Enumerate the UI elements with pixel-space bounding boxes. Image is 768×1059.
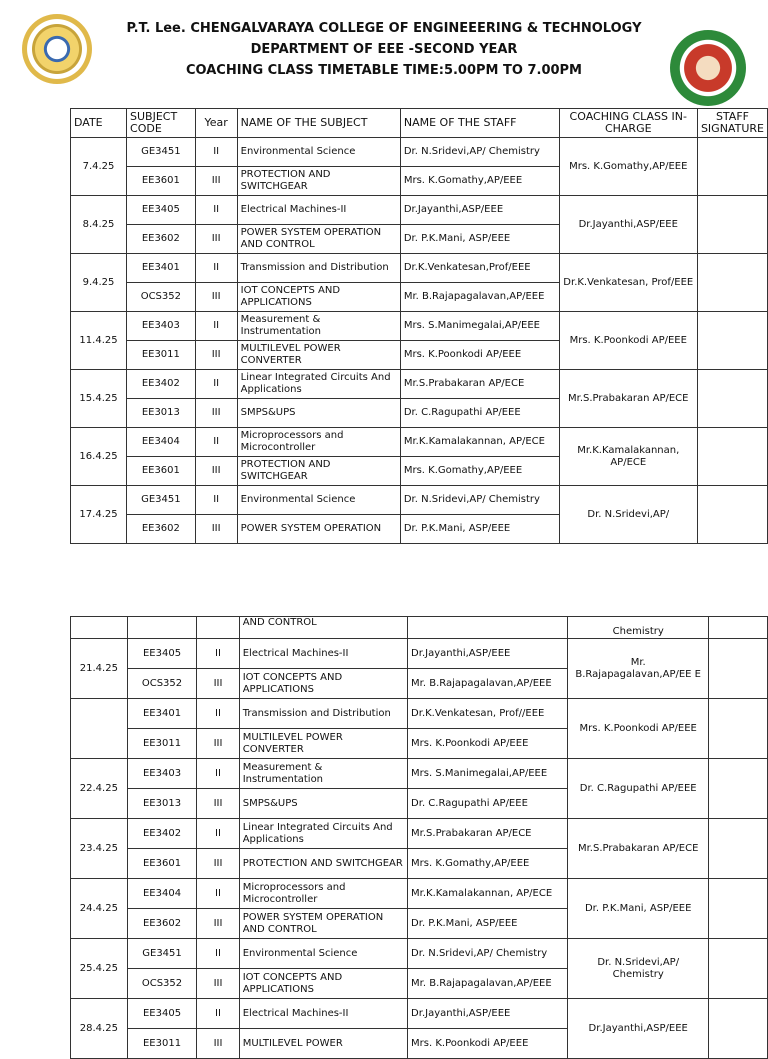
date-cell: 25.4.25 bbox=[71, 939, 128, 999]
subject-name-cell: PROTECTION AND SWITCHGEAR bbox=[239, 849, 407, 879]
subject-code-cell: EE3011 bbox=[127, 1029, 197, 1059]
staff-name-cell: Mr. B.Rajapagalavan,AP/EEE bbox=[408, 669, 568, 699]
date-cell: 21.4.25 bbox=[71, 639, 128, 699]
incharge-cell: Mrs. K.Poonkodi AP/EEE bbox=[559, 312, 697, 370]
subject-name-cell: POWER SYSTEM OPERATION bbox=[237, 515, 400, 544]
staff-name-cell: Dr.Jayanthi,ASP/EEE bbox=[408, 639, 568, 669]
signature-cell bbox=[709, 699, 768, 759]
subject-name-cell: Environmental Science bbox=[239, 939, 407, 969]
date-cell: 24.4.25 bbox=[71, 879, 128, 939]
signature-cell bbox=[697, 312, 767, 370]
subject-code-cell: EE3402 bbox=[127, 819, 197, 849]
year-cell: II bbox=[197, 939, 239, 969]
signature-cell bbox=[709, 819, 768, 879]
subject-code-cell: EE3602 bbox=[127, 225, 196, 254]
signature-cell bbox=[697, 196, 767, 254]
signature-cell bbox=[697, 428, 767, 486]
signature-cell bbox=[697, 138, 767, 196]
staff-name-cell: Dr.Jayanthi,ASP/EEE bbox=[400, 196, 559, 225]
date-cell: 15.4.25 bbox=[71, 370, 127, 428]
date-cell: 8.4.25 bbox=[71, 196, 127, 254]
staff-name-cell: Dr. N.Sridevi,AP/ Chemistry bbox=[400, 138, 559, 167]
incharge-cell: Mrs. K.Gomathy,AP/EEE bbox=[559, 138, 697, 196]
subject-name-cell: IOT CONCEPTS AND APPLICATIONS bbox=[239, 669, 407, 699]
staff-name-cell: Mrs. S.Manimegalai,AP/EEE bbox=[400, 312, 559, 341]
staff-name-cell: Dr. N.Sridevi,AP/ Chemistry bbox=[408, 939, 568, 969]
subject-name-cell: Linear Integrated Circuits And Applications bbox=[239, 819, 407, 849]
subject-code-cell: EE3601 bbox=[127, 849, 197, 879]
subject-name-cell: Electrical Machines-II bbox=[237, 196, 400, 225]
year-cell: III bbox=[197, 669, 239, 699]
subject-code-cell: EE3402 bbox=[127, 370, 196, 399]
incharge-cell: Dr. C.Ragupathi AP/EEE bbox=[568, 759, 709, 819]
staff-name-cell: Mrs. K.Poonkodi AP/EEE bbox=[408, 729, 568, 759]
year-cell: III bbox=[195, 515, 237, 544]
subject-name-cell: MULTILEVEL POWER CONVERTER bbox=[239, 729, 407, 759]
year-cell: II bbox=[197, 639, 239, 669]
subject-name-cell: POWER SYSTEM OPERATION AND CONTROL bbox=[237, 225, 400, 254]
subject-code-cell: OCS352 bbox=[127, 283, 196, 312]
year-cell: II bbox=[197, 999, 239, 1029]
subject-code-cell: GE3451 bbox=[127, 138, 196, 167]
year-cell: III bbox=[197, 729, 239, 759]
table-row bbox=[71, 819, 768, 849]
incharge-cell: Mr. B.Rajapagalavan,AP/EE E bbox=[568, 639, 709, 699]
signature-cell bbox=[709, 759, 768, 819]
continuation-subject: AND CONTROL bbox=[239, 617, 407, 639]
subject-name-cell: Linear Integrated Circuits And Applications bbox=[237, 370, 400, 399]
subject-code-cell: EE3602 bbox=[127, 515, 196, 544]
header-date: DATE bbox=[71, 109, 127, 138]
incharge-cell: Dr. N.Sridevi,AP/ Chemistry bbox=[568, 939, 709, 999]
table-row bbox=[71, 759, 768, 789]
year-cell: II bbox=[195, 138, 237, 167]
header-subject-name: NAME OF THE SUBJECT bbox=[237, 109, 400, 138]
subject-code-cell: EE3405 bbox=[127, 639, 197, 669]
table-row bbox=[71, 254, 768, 283]
date-cell: 28.4.25 bbox=[71, 999, 128, 1059]
staff-name-cell: Mr. B.Rajapagalavan,AP/EEE bbox=[408, 969, 568, 999]
subject-code-cell: EE3401 bbox=[127, 254, 196, 283]
staff-name-cell: Mr.K.Kamalakannan, AP/ECE bbox=[400, 428, 559, 457]
year-cell: II bbox=[197, 819, 239, 849]
year-cell: III bbox=[195, 283, 237, 312]
incharge-cell: Mrs. K.Poonkodi AP/EEE bbox=[568, 699, 709, 759]
year-cell: II bbox=[195, 486, 237, 515]
date-cell: 11.4.25 bbox=[71, 312, 127, 370]
subject-code-cell: EE3601 bbox=[127, 167, 196, 196]
subject-code-cell: EE3405 bbox=[127, 999, 197, 1029]
document-header bbox=[0, 18, 768, 81]
year-cell: III bbox=[197, 789, 239, 819]
subject-name-cell: Electrical Machines-II bbox=[239, 639, 407, 669]
table-row bbox=[71, 428, 768, 457]
date-cell: 7.4.25 bbox=[71, 138, 127, 196]
subject-name-cell: Transmission and Distribution bbox=[239, 699, 407, 729]
date-cell: 16.4.25 bbox=[71, 428, 127, 486]
header-staff-signature: STAFF SIGNATURE bbox=[697, 109, 767, 138]
year-cell: II bbox=[197, 699, 239, 729]
incharge-cell: Dr. N.Sridevi,AP/ bbox=[559, 486, 697, 544]
subject-name-cell: Microprocessors and Microcontroller bbox=[239, 879, 407, 909]
staff-name-cell: Mr.S.Prabakaran AP/ECE bbox=[400, 370, 559, 399]
table-row bbox=[71, 999, 768, 1029]
incharge-cell: Dr.K.Venkatesan, Prof/EEE bbox=[559, 254, 697, 312]
staff-name-cell: Mrs. K.Poonkodi AP/EEE bbox=[408, 1029, 568, 1059]
staff-name-cell: Mrs. K.Gomathy,AP/EEE bbox=[400, 167, 559, 196]
year-cell: III bbox=[197, 909, 239, 939]
date-cell: 17.4.25 bbox=[71, 486, 127, 544]
subject-code-cell: EE3405 bbox=[127, 196, 196, 225]
subject-name-cell: MULTILEVEL POWER CONVERTER bbox=[237, 341, 400, 370]
subject-name-cell: PROTECTION AND SWITCHGEAR bbox=[237, 167, 400, 196]
subject-code-cell: EE3601 bbox=[127, 457, 196, 486]
subject-code-cell: EE3602 bbox=[127, 909, 197, 939]
subject-name-cell: IOT CONCEPTS AND APPLICATIONS bbox=[239, 969, 407, 999]
staff-name-cell: Dr. N.Sridevi,AP/ Chemistry bbox=[400, 486, 559, 515]
incharge-cell: Mr.K.Kamalakannan, AP/ECE bbox=[559, 428, 697, 486]
subject-name-cell: POWER SYSTEM OPERATION AND CONTROL bbox=[239, 909, 407, 939]
signature-cell bbox=[697, 254, 767, 312]
subject-name-cell: SMPS&UPS bbox=[239, 789, 407, 819]
subject-name-cell: Environmental Science bbox=[237, 138, 400, 167]
timetable-title: COACHING CLASS TIMETABLE TIME:5.00PM TO 7.00PM bbox=[186, 63, 582, 78]
subject-name-cell: Transmission and Distribution bbox=[237, 254, 400, 283]
staff-name-cell: Mr. B.Rajapagalavan,AP/EEE bbox=[400, 283, 559, 312]
table-row bbox=[71, 699, 768, 729]
subject-name-cell: IOT CONCEPTS AND APPLICATIONS bbox=[237, 283, 400, 312]
subject-code-cell: EE3011 bbox=[127, 341, 196, 370]
table-row bbox=[71, 939, 768, 969]
signature-cell bbox=[697, 486, 767, 544]
header-subject-code: SUBJECT CODE bbox=[127, 109, 196, 138]
date-cell bbox=[71, 699, 128, 759]
incharge-cell: Dr. P.K.Mani, ASP/EEE bbox=[568, 879, 709, 939]
year-cell: II bbox=[195, 370, 237, 399]
timetable-page-1 bbox=[70, 108, 768, 544]
signature-cell bbox=[709, 939, 768, 999]
subject-name-cell: PROTECTION AND SWITCHGEAR bbox=[237, 457, 400, 486]
subject-code-cell: EE3404 bbox=[127, 428, 196, 457]
year-cell: III bbox=[195, 167, 237, 196]
subject-code-cell: GE3451 bbox=[127, 939, 197, 969]
staff-name-cell: Dr.Jayanthi,ASP/EEE bbox=[408, 999, 568, 1029]
staff-name-cell: Dr.K.Venkatesan,Prof/EEE bbox=[400, 254, 559, 283]
table-header-row bbox=[71, 109, 768, 138]
header-incharge: COACHING CLASS IN-CHARGE bbox=[559, 109, 697, 138]
table-row bbox=[71, 639, 768, 669]
year-cell: II bbox=[197, 879, 239, 909]
department-title: DEPARTMENT OF EEE -SECOND YEAR bbox=[250, 42, 518, 57]
date-cell: 9.4.25 bbox=[71, 254, 127, 312]
table-row bbox=[71, 138, 768, 167]
timetable-page-2 bbox=[70, 616, 768, 1059]
table-row bbox=[71, 879, 768, 909]
subject-code-cell: GE3451 bbox=[127, 486, 196, 515]
staff-name-cell: Mrs. S.Manimegalai,AP/EEE bbox=[408, 759, 568, 789]
header-staff-name: NAME OF THE STAFF bbox=[400, 109, 559, 138]
subject-name-cell: Electrical Machines-II bbox=[239, 999, 407, 1029]
incharge-cell: Dr.Jayanthi,ASP/EEE bbox=[568, 999, 709, 1059]
college-name: P.T. Lee. CHENGALVARAYA COLLEGE OF ENGINEEERING & TECHNOLOGY bbox=[126, 21, 642, 36]
subject-name-cell: SMPS&UPS bbox=[237, 399, 400, 428]
staff-name-cell: Dr. C.Ragupathi AP/EEE bbox=[400, 399, 559, 428]
incharge-cell: Mr.S.Prabakaran AP/ECE bbox=[568, 819, 709, 879]
staff-name-cell: Mrs. K.Gomathy,AP/EEE bbox=[408, 849, 568, 879]
year-cell: III bbox=[195, 341, 237, 370]
subject-code-cell: EE3011 bbox=[127, 729, 197, 759]
year-cell: II bbox=[197, 759, 239, 789]
continuation-row bbox=[71, 617, 768, 639]
subject-name-cell: Microprocessors and Microcontroller bbox=[237, 428, 400, 457]
table-row bbox=[71, 312, 768, 341]
subject-name-cell: MULTILEVEL POWER bbox=[239, 1029, 407, 1059]
table-row bbox=[71, 196, 768, 225]
subject-code-cell: EE3404 bbox=[127, 879, 197, 909]
incharge-cell: Mr.S.Prabakaran AP/ECE bbox=[559, 370, 697, 428]
staff-name-cell: Dr. P.K.Mani, ASP/EEE bbox=[400, 225, 559, 254]
continuation-incharge: Chemistry bbox=[568, 617, 709, 639]
subject-name-cell: Measurement & Instrumentation bbox=[239, 759, 407, 789]
year-cell: III bbox=[195, 457, 237, 486]
staff-name-cell: Dr. C.Ragupathi AP/EEE bbox=[408, 789, 568, 819]
staff-name-cell: Dr.K.Venkatesan, Prof//EEE bbox=[408, 699, 568, 729]
staff-name-cell: Mr.S.Prabakaran AP/ECE bbox=[408, 819, 568, 849]
year-cell: III bbox=[195, 399, 237, 428]
staff-name-cell: Mrs. K.Poonkodi AP/EEE bbox=[400, 341, 559, 370]
subject-code-cell: EE3403 bbox=[127, 759, 197, 789]
year-cell: II bbox=[195, 254, 237, 283]
table-row bbox=[71, 486, 768, 515]
subject-code-cell: OCS352 bbox=[127, 669, 197, 699]
subject-code-cell: EE3401 bbox=[127, 699, 197, 729]
year-cell: III bbox=[197, 969, 239, 999]
subject-code-cell: OCS352 bbox=[127, 969, 197, 999]
year-cell: III bbox=[197, 849, 239, 879]
year-cell: II bbox=[195, 196, 237, 225]
table-row bbox=[71, 370, 768, 399]
staff-name-cell: Mr.K.Kamalakannan, AP/ECE bbox=[408, 879, 568, 909]
staff-name-cell: Dr. P.K.Mani, ASP/EEE bbox=[400, 515, 559, 544]
year-cell: III bbox=[197, 1029, 239, 1059]
subject-code-cell: EE3013 bbox=[127, 399, 196, 428]
year-cell: III bbox=[195, 225, 237, 254]
date-cell: 23.4.25 bbox=[71, 819, 128, 879]
subject-code-cell: EE3403 bbox=[127, 312, 196, 341]
signature-cell bbox=[709, 879, 768, 939]
subject-name-cell: Measurement & Instrumentation bbox=[237, 312, 400, 341]
header-year: Year bbox=[195, 109, 237, 138]
subject-name-cell: Environmental Science bbox=[237, 486, 400, 515]
staff-name-cell: Mrs. K.Gomathy,AP/EEE bbox=[400, 457, 559, 486]
signature-cell bbox=[709, 639, 768, 699]
signature-cell bbox=[709, 999, 768, 1059]
year-cell: II bbox=[195, 428, 237, 457]
incharge-cell: Dr.Jayanthi,ASP/EEE bbox=[559, 196, 697, 254]
year-cell: II bbox=[195, 312, 237, 341]
staff-name-cell: Dr. P.K.Mani, ASP/EEE bbox=[408, 909, 568, 939]
subject-code-cell: EE3013 bbox=[127, 789, 197, 819]
date-cell: 22.4.25 bbox=[71, 759, 128, 819]
signature-cell bbox=[697, 370, 767, 428]
